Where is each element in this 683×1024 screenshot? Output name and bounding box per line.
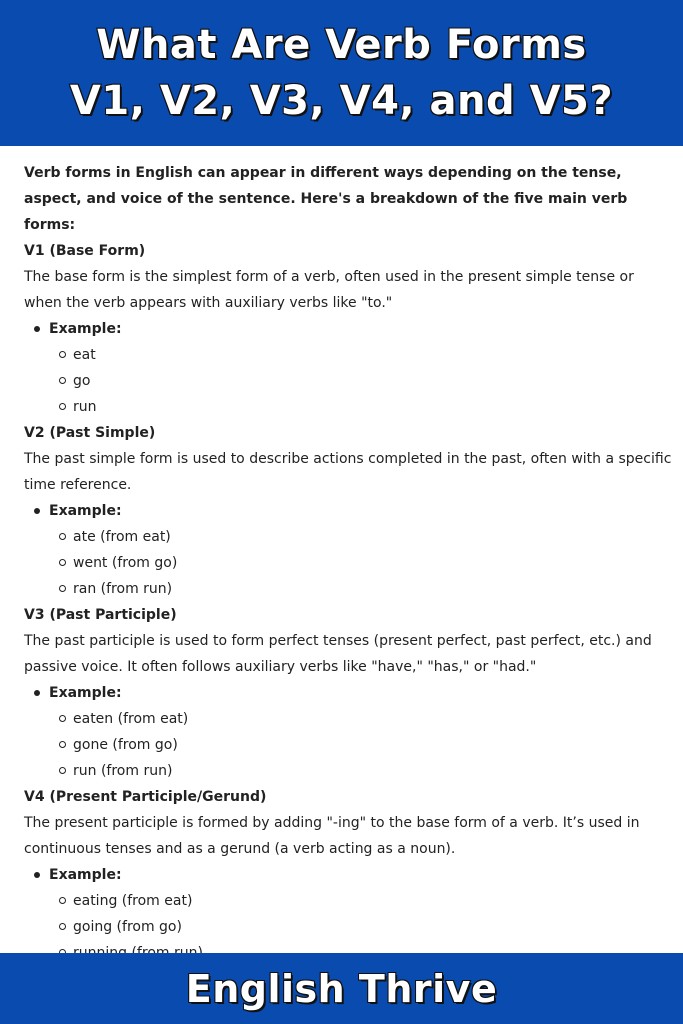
example-verb: gone (from go)	[73, 737, 178, 753]
list-item	[73, 524, 672, 550]
circle-bullet-icon	[59, 533, 66, 540]
list-item	[73, 342, 672, 368]
example-item	[49, 316, 672, 420]
circle-bullet-icon	[59, 377, 66, 384]
article-body	[24, 160, 672, 966]
example-item	[49, 498, 672, 602]
example-verb: going (from go)	[73, 919, 182, 935]
example-verb: went (from go)	[73, 555, 178, 571]
section-v3	[24, 602, 672, 784]
circle-bullet-icon	[59, 351, 66, 358]
circle-bullet-icon	[59, 715, 66, 722]
list-item	[73, 914, 672, 940]
section-v4	[24, 784, 672, 966]
list-item	[73, 368, 672, 394]
example-label: Example:	[49, 685, 122, 701]
example-label: Example:	[49, 867, 122, 883]
section-title: V1 (Base Form)	[24, 243, 146, 259]
example-label: Example:	[49, 503, 122, 519]
example-item	[49, 862, 672, 966]
example-verb: eaten (from eat)	[73, 711, 189, 727]
example-verb: go	[73, 373, 91, 389]
circle-bullet-icon	[59, 897, 66, 904]
section-description: The past simple form is used to describe actions completed in the past, often with a specific time reference.	[24, 451, 672, 493]
bullet-icon	[34, 508, 40, 514]
example-sublist	[49, 342, 672, 420]
section-description: The present participle is formed by adding "-ing" to the base form of a verb. It’s used in continuous tenses and as a gerund (a verb acting as a noun).	[24, 815, 640, 857]
brand-name: English Thrive	[185, 966, 498, 1011]
circle-bullet-icon	[59, 585, 66, 592]
section-title: V3 (Past Participle)	[24, 607, 177, 623]
section-title: V2 (Past Simple)	[24, 425, 156, 441]
example-verb: ate (from eat)	[73, 529, 171, 545]
bullet-icon	[34, 872, 40, 878]
page-title-line-1: What Are Verb Forms	[96, 22, 587, 68]
intro-paragraph: Verb forms in English can appear in different ways depending on the tense, aspect, and voice of the sentence. Here's a breakdown of the five main verb forms:	[24, 165, 628, 233]
example-list	[24, 680, 672, 784]
section-v2	[24, 420, 672, 602]
example-verb: run (from run)	[73, 763, 173, 779]
example-verb: run	[73, 399, 97, 415]
list-item	[73, 888, 672, 914]
section-v1	[24, 238, 672, 420]
example-list	[24, 316, 672, 420]
example-verb: eat	[73, 347, 96, 363]
list-item	[73, 394, 672, 420]
circle-bullet-icon	[59, 403, 66, 410]
example-sublist	[49, 706, 672, 784]
footer-banner	[0, 953, 683, 1024]
example-verb: eating (from eat)	[73, 893, 193, 909]
example-verb: ran (from run)	[73, 581, 173, 597]
circle-bullet-icon	[59, 767, 66, 774]
list-item	[73, 706, 672, 732]
list-item	[73, 758, 672, 784]
circle-bullet-icon	[59, 559, 66, 566]
example-list	[24, 498, 672, 602]
circle-bullet-icon	[59, 741, 66, 748]
example-list	[24, 862, 672, 966]
example-label: Example:	[49, 321, 122, 337]
example-sublist	[49, 524, 672, 602]
header-banner	[0, 0, 683, 146]
bullet-icon	[34, 690, 40, 696]
list-item	[73, 550, 672, 576]
page-title-line-2: V1, V2, V3, V4, and V5?	[69, 78, 614, 124]
section-description: The past participle is used to form perfect tenses (present perfect, past perfect, etc.) and passive voice. It often follows auxiliary verbs like "have," "has," or "had."	[24, 633, 652, 675]
list-item	[73, 576, 672, 602]
section-description: The base form is the simplest form of a verb, often used in the present simple tense or when the verb appears with auxiliary verbs like "to."	[24, 269, 634, 311]
bullet-icon	[34, 326, 40, 332]
section-title: V4 (Present Participle/Gerund)	[24, 789, 267, 805]
circle-bullet-icon	[59, 923, 66, 930]
list-item	[73, 732, 672, 758]
example-item	[49, 680, 672, 784]
